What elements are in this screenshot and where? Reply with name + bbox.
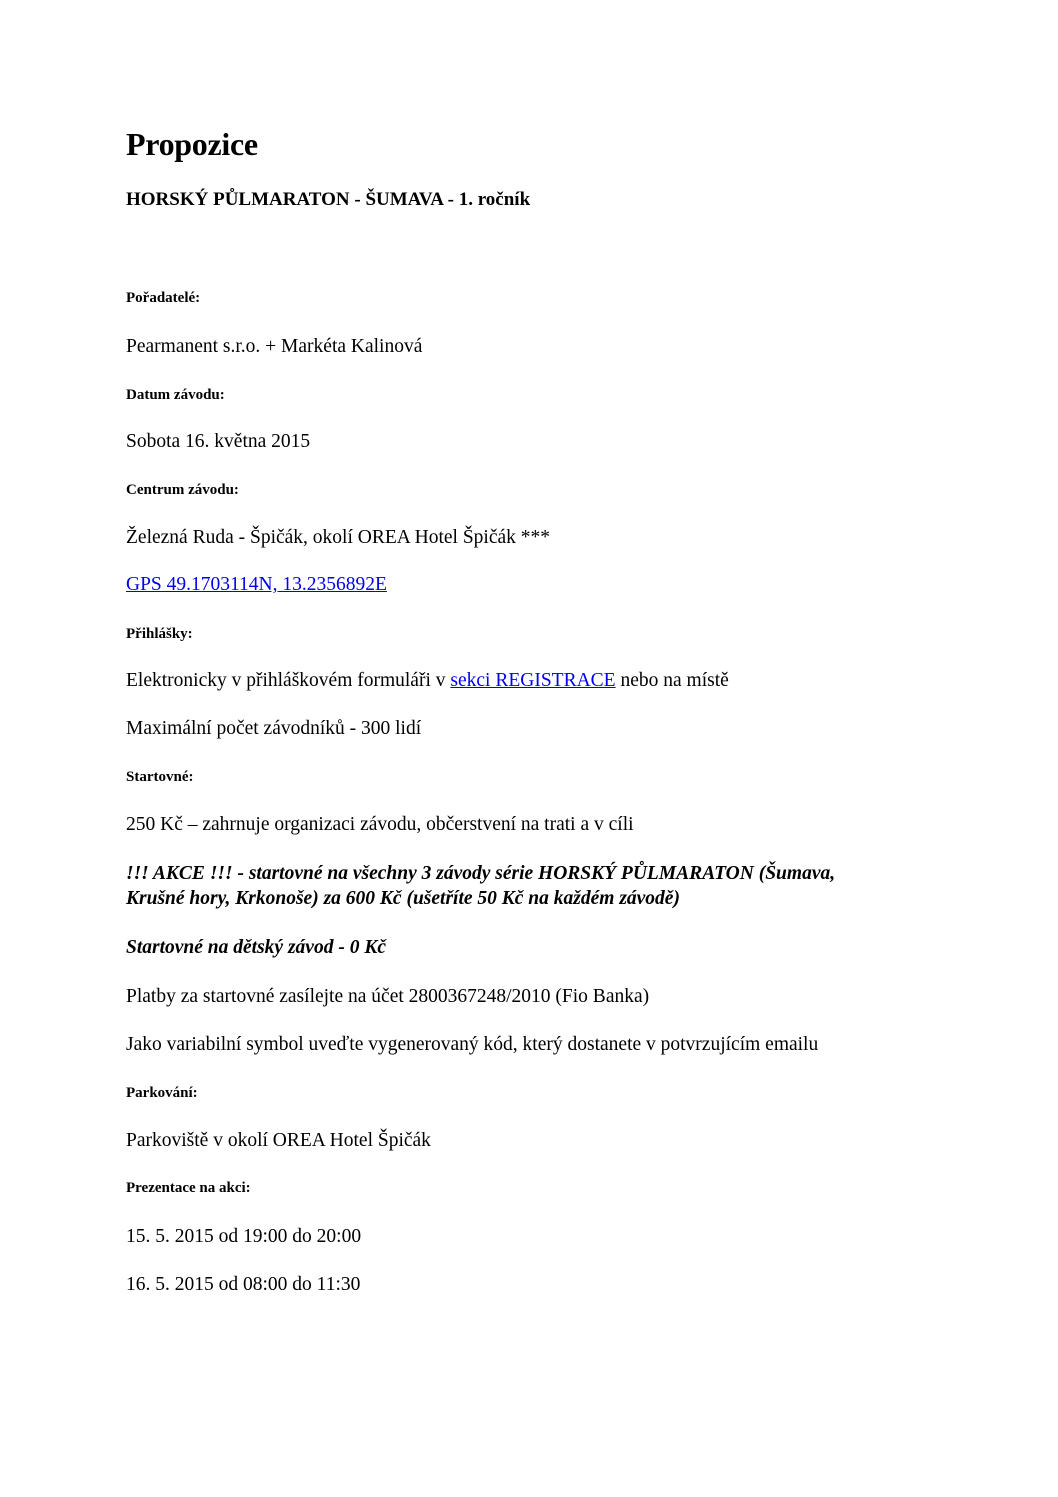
fee-value: 250 Kč – zahrnuje organizaci závodu, občerstvení na trati a v cíli xyxy=(126,814,634,835)
date-value: Sobota 16. května 2015 xyxy=(126,431,311,452)
presentation-date-1: 15. 5. 2015 od 19:00 do 20:00 xyxy=(126,1226,362,1247)
page-title: Propozice xyxy=(126,126,258,162)
event-subtitle: HORSKÝ PŮLMARATON - ŠUMAVA - 1. ročník xyxy=(126,189,531,210)
registration-label: Přihlášky: xyxy=(126,626,193,642)
center-label: Centrum závodu: xyxy=(126,482,239,498)
gps-link[interactable]: GPS 49.1703114N, 13.2356892E xyxy=(126,574,387,595)
fee-label: Startovné: xyxy=(126,769,194,785)
promo-line-2: Krušné hory, Krkonoše) za 600 Kč (ušetříte 50 Kč na každém závodě) xyxy=(126,888,680,909)
date-label: Datum závodu: xyxy=(126,387,225,403)
max-participants: Maximální počet závodníků - 300 lidí xyxy=(126,718,422,739)
registration-text-pre: Elektronicky v přihláškovém formuláři v xyxy=(126,670,451,691)
center-value: Železná Ruda - Špičák, okolí OREA Hotel Špičák *** xyxy=(126,527,551,548)
payment-info: Platby za startovné zasílejte na účet 2800367248/2010 (Fio Banka) xyxy=(126,986,650,1007)
gps-line xyxy=(126,573,387,597)
organizers-label: Pořadatelé: xyxy=(126,290,201,306)
parking-value: Parkoviště v okolí OREA Hotel Špičák xyxy=(126,1130,431,1151)
organizers-value: Pearmanent s.r.o. + Markéta Kalinová xyxy=(126,336,423,357)
kids-fee: Startovné na dětský závod - 0 Kč xyxy=(126,937,386,958)
presentation-date-2: 16. 5. 2015 od 08:00 do 11:30 xyxy=(126,1274,361,1295)
promo-line-1: !!! AKCE !!! - startovné na všechny 3 závody série HORSKÝ PŮLMARATON (Šumava, xyxy=(126,863,836,884)
presentation-label: Prezentace na akci: xyxy=(126,1180,251,1196)
variable-symbol-info: Jako variabilní symbol uveďte vygenerovaný kód, který dostanete v potvrzujícím emailu xyxy=(126,1034,819,1055)
registration-text-post: nebo na místě xyxy=(615,670,729,691)
registration-link[interactable]: sekci REGISTRACE xyxy=(450,670,616,691)
registration-line xyxy=(126,669,729,693)
parking-label: Parkování: xyxy=(126,1085,198,1101)
